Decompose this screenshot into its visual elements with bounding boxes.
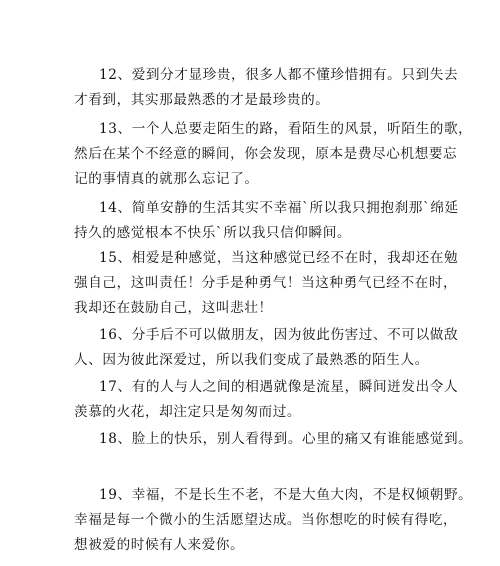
paragraph-13: [74, 117, 473, 192]
paragraph-line: 我却还在鼓励自己，这叫悲壮！: [74, 300, 273, 316]
paragraph-17: [74, 375, 459, 425]
paragraph-line: 13、一个人总要走陌生的路，看陌生的风景，听陌生的歌，: [99, 121, 473, 137]
paragraph-line: 18、脸上的快乐，别人看得到。心里的痛又有谁能感觉到。: [99, 431, 473, 447]
paragraph-line: 强自己，这叫责任！分手是种勇气！当这种勇气已经不在时，: [74, 275, 458, 291]
paragraph-line: 人、因为彼此深爱过，所以我们变成了最熟悉的陌生人。: [74, 352, 429, 368]
paragraph-line: 14、简单安静的生活其实不幸福`所以我只拥抱刹那`绵延: [99, 200, 459, 216]
paragraph-18: [74, 427, 473, 452]
paragraph-15: [74, 246, 459, 321]
paragraph-line: 12、爱到分才显珍贵，很多人都不懂珍惜拥有。只到失去: [99, 67, 459, 83]
paragraph-line: 17、有的人与人之间的相遇就像是流星，瞬间迸发出令人: [99, 379, 459, 395]
paragraph-16: [74, 323, 459, 373]
paragraph-14: [74, 196, 459, 246]
paragraph-line: 然后在某个不经意的瞬间，你会发现，原本是费尽心机想要忘: [74, 146, 458, 162]
paragraph-line: 19、幸福，不是长生不老，不是大鱼大肉，不是权倾朝野。: [99, 487, 473, 503]
paragraph-line: 羡慕的火花，却注定只是匆匆而过。: [74, 404, 302, 420]
paragraph-19: [74, 483, 473, 558]
paragraph-line: 持久的感觉根本不快乐`所以我只信仰瞬间。: [74, 225, 352, 241]
paragraph-line: 才看到，其实那最熟悉的才是最珍贵的。: [74, 92, 330, 108]
paragraph-line: 16、分手后不可以做朋友，因为彼此伤害过、不可以做敌: [99, 327, 459, 343]
paragraph-12: [74, 63, 459, 113]
paragraph-line: 幸福是每一个微小的生活愿望达成。当你想吃的时候有得吃，: [74, 512, 458, 528]
paragraph-line: 想被爱的时候有人来爱你。: [74, 537, 245, 553]
paragraph-line: 记的事情真的就那么忘记了。: [74, 171, 259, 187]
paragraph-line: 15、相爱是种感觉，当这种感觉已经不在时，我却还在勉: [99, 250, 459, 266]
